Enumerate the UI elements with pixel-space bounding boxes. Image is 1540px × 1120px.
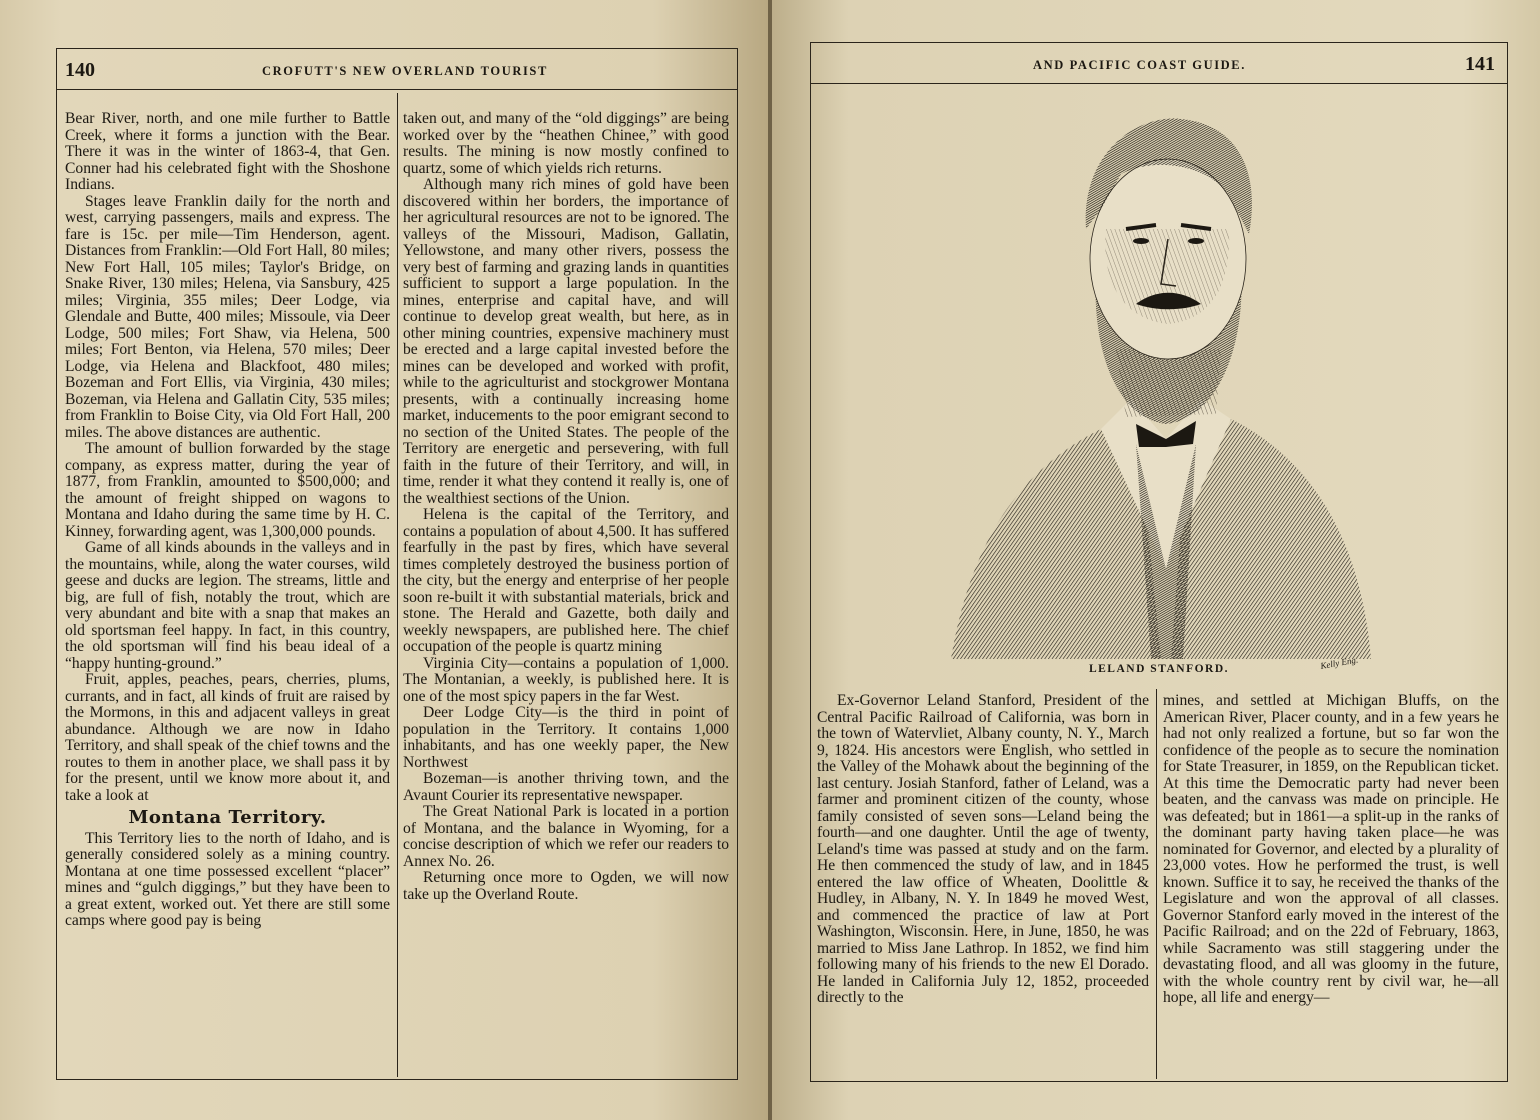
left-column-1 bbox=[65, 111, 390, 930]
right-column-2 bbox=[1163, 693, 1499, 1007]
paragraph: Helena is the capital of the Territory, and contains a population of about 4,500. It has suffered fearfully in the past by fires, which have several times completely destroyed the business portion of the city, but the energy and enterprise of her people soon re-built it with substantial materials, brick and stone. The Herald and Gazette, both daily and weekly newspapers, are published here. The chief occupation of the people is quartz mining bbox=[403, 506, 729, 655]
right-page bbox=[772, 0, 1540, 1120]
paragraph: The Great National Park is located in a portion of Montana, and the balance in Wyoming, for a concise description of which we refer our readers to Annex No. 26. bbox=[403, 803, 729, 870]
right-page-header bbox=[811, 43, 1507, 84]
left-column-2 bbox=[403, 111, 729, 903]
left-page-header bbox=[57, 49, 737, 90]
running-title-left: CROFUTT'S NEW OVERLAND TOURIST bbox=[262, 64, 548, 78]
paragraph: Fruit, apples, peaches, pears, cherries, plums, currants, and in fact, all kinds of fruit are raised by the Mormons, in this and adjacent valleys in great abundance. Although we are now in Idaho Territory, and shall speak of the chief towns and the routes to them in another place, we shall pass it by for the present, until we know more about it, and take a look at bbox=[65, 671, 390, 804]
portrait-caption: LELAND STANFORD. bbox=[1088, 663, 1230, 675]
engraver-signature: Kelly Eng. bbox=[1319, 654, 1359, 671]
section-heading: Montana Territory. bbox=[128, 807, 327, 828]
running-title-right: AND PACIFIC COAST GUIDE. bbox=[1033, 58, 1246, 72]
paragraph: Deer Lodge City—is the third in point of population in the Territory. It contains 1,000 inhabitants, and has one weekly paper, the New Northwest bbox=[403, 704, 729, 771]
paragraph: taken out, and many of the “old diggings” are being worked over by the “heathen Chinee,” with good results. The mining is now mostly confined to quartz, some of which yields rich returns. bbox=[403, 110, 729, 177]
paragraph: Returning once more to Ogden, we will now take up the Overland Route. bbox=[403, 869, 729, 903]
paragraph: Bear River, north, and one mile further to Battle Creek, where it forms a junction with the Bear. There it was in the winter of 1863-4, that Gen. Conner had his celebrated fight with the Shoshone Indians. bbox=[65, 110, 390, 193]
page-number-left: 140 bbox=[65, 59, 95, 81]
paragraph: This Territory lies to the north of Idaho, and is generally considered solely as a mining country. Montana at one time possessed excellent “placer” mines and “gulch diggings,” but they have been to a great extent, worked out. Yet there are still some camps where good pay is being bbox=[65, 829, 390, 929]
left-page-frame bbox=[56, 48, 738, 1080]
paragraph: The amount of bullion forwarded by the stage company, as express matter, during the year of 1877, from Franklin, amounted to $500,000; and the amount of freight shipped on wagons to Montana and Idaho during the same time by H. C. Kinney, forwarding agent, was 1,300,000 pounds. bbox=[65, 440, 390, 540]
paragraph: Bozeman—is another thriving town, and the Avaunt Courier its representative newspaper. bbox=[403, 770, 729, 804]
left-page bbox=[0, 0, 768, 1120]
paragraph: Game of all kinds abounds in the valleys and in the mountains, while, along the water courses, wild geese and ducks are legion. The streams, little and big, are full of fish, notably the trout, which are very abundant and bite with a snap that makes an old sportsman feel happy. In fact, in this country, the old sportsman will find his beau ideal of a “happy hunting-ground.” bbox=[65, 539, 390, 672]
paragraph: Stages leave Franklin daily for the north and west, carrying passengers, mails and express. The fare is 15c. per mile—Tim Henderson, agent. Distances from Franklin:—Old Fort Hall, 80 miles; New Fort Hall, 105 miles; Taylor's Bridge, on Snake River, 130 miles; Helena, via Sansbury, 425 miles; Virginia, 355 miles; Deer Lodge, via Glendale and Butte, 400 miles; Missoule, via Deer Lodge, 500 miles; Fort Shaw, via Helena, 500 miles; Fort Benton, via Helena, 570 miles; Deer Lodge, via Helena and Blackfoot, 480 miles; Bozeman and Fort Ellis, via Virginia, 430 miles; Bozeman, via Helena and Gallatin City, 535 miles; from Franklin to Boise City, via Old Fort Hall, 200 miles. The above distances are authentic. bbox=[65, 192, 390, 441]
paragraph: Ex-Governor Leland Stanford, President of the Central Pacific Railroad of California, was born in the town of Watervliet, Albany county, N. Y., March 9, 1824. His ancestors were English, who settled in the Valley of the Mohawk about the beginning of the last century. Josiah Stanford, father of Leland, was a farmer and prominent citizen of the county, whose family consisted of seven sons—Leland being the fourth—and one daughter. Until the age of twenty, Leland's time was passed at study and on the farm. He then commenced the study of law, and in 1845 entered the law office of Wheaten, Doolittle & Hudley, in Albany, N. Y. In 1849 he moved West, and commenced the practice of law at Port Washington, Wisconsin. Here, in June, 1850, he was married to Miss Jane Lathrop. In 1852, we find him following many of his friends to the new El Dorado. He landed in California July 12, 1852, proceeded directly to the bbox=[817, 692, 1149, 1006]
portrait-engraving bbox=[931, 99, 1391, 689]
page-number-right: 141 bbox=[1465, 53, 1495, 75]
right-column-1 bbox=[817, 693, 1149, 1007]
column-divider-right bbox=[1156, 689, 1157, 1079]
portrait-illustration bbox=[931, 99, 1391, 689]
right-page-frame bbox=[810, 42, 1508, 1082]
column-divider-left bbox=[397, 93, 398, 1077]
paragraph: mines, and settled at Michigan Bluffs, on the American River, Placer county, and in a few years he had not only realized a fortune, but so far won the confidence of the people as to secure the nomination for State Treasurer, in 1859, on the Republican ticket. At this time the Democratic party had never been beaten, and the canvass was made on principle. He was defeated; but in 1861—a split-up in the ranks of the dominant party having taken place—he was nominated for Governor, and elected by a plurality of 23,000 votes. How he performed the trust, is well known. Suffice it to say, he received the thanks of the Legislature and won the approval of all classes. Governor Stanford early moved in the interest of the Pacific Railroad; and on the 22d of February, 1863, while Sacramento was still staggering under the devastating flood, and all was gloomy in the future, with the whole country rent by civil war, he—all hope, all life and energy— bbox=[1163, 692, 1499, 1006]
paragraph: Virginia City—contains a population of 1,000. The Montanian, a weekly, is published here. It is one of the most spicy papers in the far West. bbox=[403, 654, 729, 705]
paragraph: Although many rich mines of gold have been discovered within her borders, the importance of her agricultural resources are not to be ignored. The valleys of the Missouri, Madison, Gallatin, Yellowstone, and many other rivers, possess the very best of farming and grazing lands in quantities sufficient to support a large population. In the mines, enterprise and capital have, and will continue to develop great wealth, but here, as in other mining countries, expensive machinery must be erected and a large capital invested before the mines can be developed and worked with profit, while to the agriculturist and stockgrower Montana presents, with a continually increasing home market, inducements to the poor emigrant second to no section of the United States. The people of the Territory are energetic and persevering, with full faith in the future of their Territory, and will, in time, render it what they contend it really is, one of the wealthiest sections of the Union. bbox=[403, 176, 729, 507]
